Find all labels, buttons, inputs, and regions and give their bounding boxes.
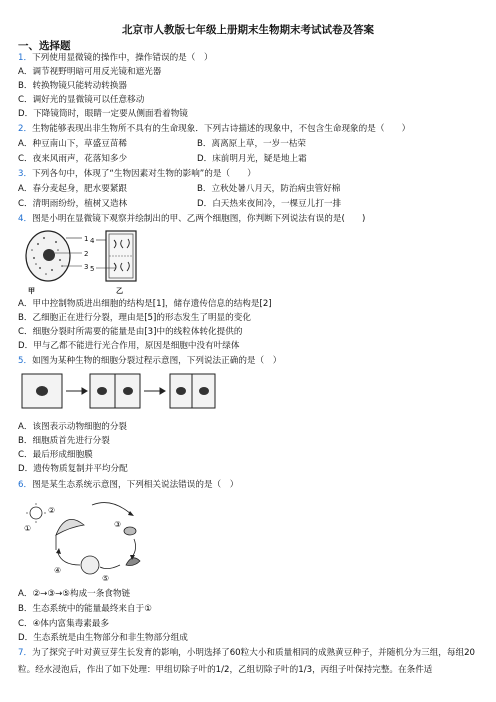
q4-option-d[interactable]: D．甲与乙都不能进行光合作用，原因是细胞中没有叶绿体 [18, 341, 240, 351]
page-title: 北京市人教版七年级上册期末生物期末考试试卷及答案 [122, 24, 374, 36]
q2-option-c[interactable]: C．夜来风雨声，花落知多少 [18, 154, 128, 164]
cell-diagram-figure [18, 226, 158, 296]
question-7-stem: 7．为了探究子叶对黄豆芽生长发育的影响，小明选择了60粒大小和质量相同的成熟黄豆种子，并随机分为三组，每组20粒。经水浸泡后，作出了如下处理：甲组切除子叶的1/2，乙组切除子叶的1/3，丙组子叶保持完整。在条件适 [18, 648, 476, 675]
decomposer-icon [81, 556, 99, 574]
question-2-stem: 2．生物能够表现出非生物所不具有的生命现象．下列古诗描述的现象中，不包含生命现象的是（ ） [18, 124, 411, 134]
question-5-stem: 5．如图为某种生物的细胞分裂过程示意图，下列说法正确的是（ ） [18, 356, 282, 366]
q3-option-a[interactable]: A．春分麦起身，肥水要紧跟 [18, 184, 128, 194]
caption-jia: 甲 [28, 287, 35, 295]
q6-option-d[interactable]: D．生态系统是由生物部分和非生物部分组成 [18, 633, 188, 643]
q5-option-c[interactable]: C．最后形成细胞膜 [18, 450, 93, 460]
bird-icon [126, 558, 140, 566]
cell-division-figure [20, 370, 220, 412]
label-1: 1 [84, 235, 89, 243]
question-6-stem: 6．图是某生态系统示意图，下列相关说法错误的是（ ） [18, 480, 239, 490]
q3-option-b[interactable]: B．立秋处暑八月天，防治病虫管好棉 [197, 184, 341, 194]
ecosystem-figure [22, 495, 152, 585]
caption-yi: 乙 [116, 287, 123, 295]
q4-option-c[interactable]: C．细胞分裂时所需要的能量是由[3]中的线粒体转化提供的 [18, 327, 243, 337]
q5-option-b[interactable]: B．细胞质首先进行分裂 [18, 436, 110, 446]
q1-option-d[interactable]: D．下降镜筒时，眼睛一定要从侧面看着物镜 [18, 109, 188, 119]
q4-option-a[interactable]: A．甲中控制物质进出细胞的结构是[1]，储存遗传信息的结构是[2] [18, 299, 272, 309]
plant-leaf-icon [56, 519, 84, 535]
cell-jia-nucleus [43, 249, 55, 261]
q4-option-b[interactable]: B．乙细胞正在进行分裂，理由是[5]的形态发生了明显的变化 [18, 313, 251, 323]
eco-label-4: ④ [54, 566, 62, 575]
label-2: 2 [84, 250, 89, 258]
sun-icon [30, 507, 42, 519]
q3-option-c[interactable]: C．清明雨纷纷，植树又造林 [18, 199, 128, 209]
label-4: 4 [90, 237, 95, 245]
question-4-stem: 4．图是小明在显微镜下观察并绘制出的甲、乙两个细胞图，你判断下列说法有误的是( ) [18, 214, 366, 224]
q1-option-a[interactable]: A．调节视野明暗可用反光镜和遮光器 [18, 67, 162, 77]
section-heading: 一、选择题 [18, 40, 71, 52]
eco-label-3: ③ [114, 520, 122, 529]
label-5: 5 [90, 265, 95, 273]
q1-option-b[interactable]: B．转换物镜只能转动转换器 [18, 81, 128, 91]
q2-option-b[interactable]: B．离离原上草，一岁一枯荣 [197, 139, 307, 149]
eco-label-2: ② [48, 506, 56, 515]
q6-option-c[interactable]: C．④体内富集毒素最多 [18, 619, 110, 629]
q3-option-d[interactable]: D．白天热来夜间冷，一棵豆儿打一排 [197, 199, 342, 209]
q5-option-d[interactable]: D．遗传物质复制并平均分配 [18, 464, 128, 474]
eco-label-5: ⑤ [102, 574, 110, 583]
q6-option-b[interactable]: B．生态系统中的能量最终来自于① [18, 604, 152, 614]
question-3-stem: 3．下列各句中，体现了“生物因素对生物的影响”的是（ ） [18, 169, 256, 179]
q1-option-c[interactable]: C．调好光的显微镜可以任意移动 [18, 95, 145, 105]
insect-icon [124, 527, 136, 535]
eco-label-1: ① [24, 524, 32, 533]
q2-option-a[interactable]: A．种豆南山下，草盛豆苗稀 [18, 139, 128, 149]
label-3: 3 [84, 263, 89, 271]
q5-option-a[interactable]: A．该图表示动物细胞的分裂 [18, 422, 128, 432]
q2-option-d[interactable]: D．床前明月光，疑是地上霜 [197, 154, 307, 164]
q6-option-a[interactable]: A．②→③→⑤构成一条食物链 [18, 589, 131, 599]
question-1-stem: 1．下列使用显微镜的操作中，操作错误的是（ ） [18, 53, 213, 63]
